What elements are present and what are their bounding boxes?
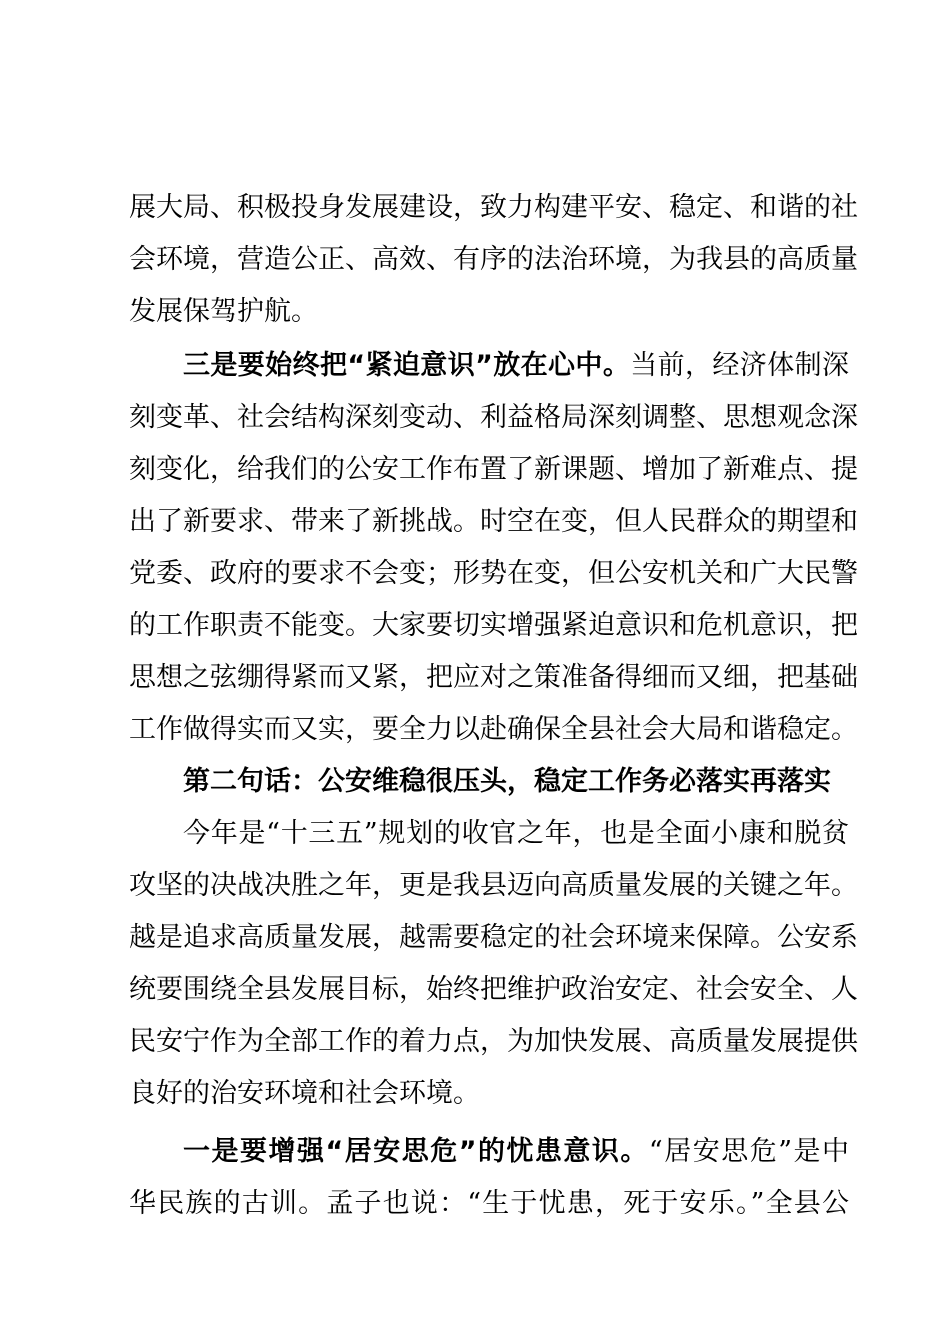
- para4-bold-lead: 一是要增强“居安思危”的忧患意识。: [183, 1136, 649, 1167]
- para4-first-line: [183, 1126, 849, 1178]
- section-heading: 第二句话：公安维稳很压头，稳定工作务必落实再落实: [183, 766, 831, 797]
- para3-line-2: 攻坚的决战决胜之年，更是我县迈向高质量发展的关键之年。: [129, 870, 858, 901]
- para2-bold-lead: 三是要始终把“紧迫意识”放在心中。: [183, 350, 631, 381]
- para1-line-2: 会环境，营造公正、高效、有序的法治环境，为我县的高质量: [129, 244, 858, 275]
- para3-first-line: 今年是“十三五”规划的收官之年，也是全面小康和脱贫: [183, 818, 849, 849]
- para2-line-6: 的工作职责不能变。大家要切实增强紧迫意识和危机意识，把: [129, 610, 858, 641]
- para4-line-2: 华民族的古训。孟子也说：“生于忧患，死于安乐。”全县公: [129, 1188, 849, 1219]
- para1-line-1: 展大局、积极投身发展建设，致力构建平安、稳定、和谐的社: [129, 192, 858, 223]
- para2-first-line-rest: 当前，经济体制深: [630, 350, 849, 381]
- para3-line-5: 民安宁作为全部工作的着力点，为加快发展、高质量发展提供: [129, 1026, 858, 1057]
- para2-first-line: [183, 340, 849, 392]
- para2-line-3: 刻变化，给我们的公安工作布置了新课题、增加了新难点、提: [129, 454, 858, 485]
- para2-line-7: 思想之弦绷得紧而又紧，把应对之策准备得细而又细，把基础: [129, 662, 858, 693]
- para2-line-5: 党委、政府的要求不会变；形势在变，但公安机关和广大民警: [129, 558, 858, 589]
- para3-line-6: 良好的治安环境和社会环境。: [129, 1078, 480, 1109]
- para2-line-2: 刻变革、社会结构深刻变动、利益格局深刻调整、思想观念深: [129, 402, 858, 433]
- para3-line-3: 越是追求高质量发展，越需要稳定的社会环境来保障。公安系: [129, 922, 858, 953]
- para3-line-4: 统要围绕全县发展目标，始终把维护政治安定、社会安全、人: [129, 974, 858, 1005]
- para2-line-8: 工作做得实而又实，要全力以赴确保全县社会大局和谐稳定。: [129, 714, 858, 745]
- para4-first-line-rest: “居安思危”是中: [648, 1136, 849, 1167]
- para1-line-3: 发展保驾护航。: [129, 296, 318, 327]
- para2-line-4: 出了新要求、带来了新挑战。时空在变，但人民群众的期望和: [129, 506, 858, 537]
